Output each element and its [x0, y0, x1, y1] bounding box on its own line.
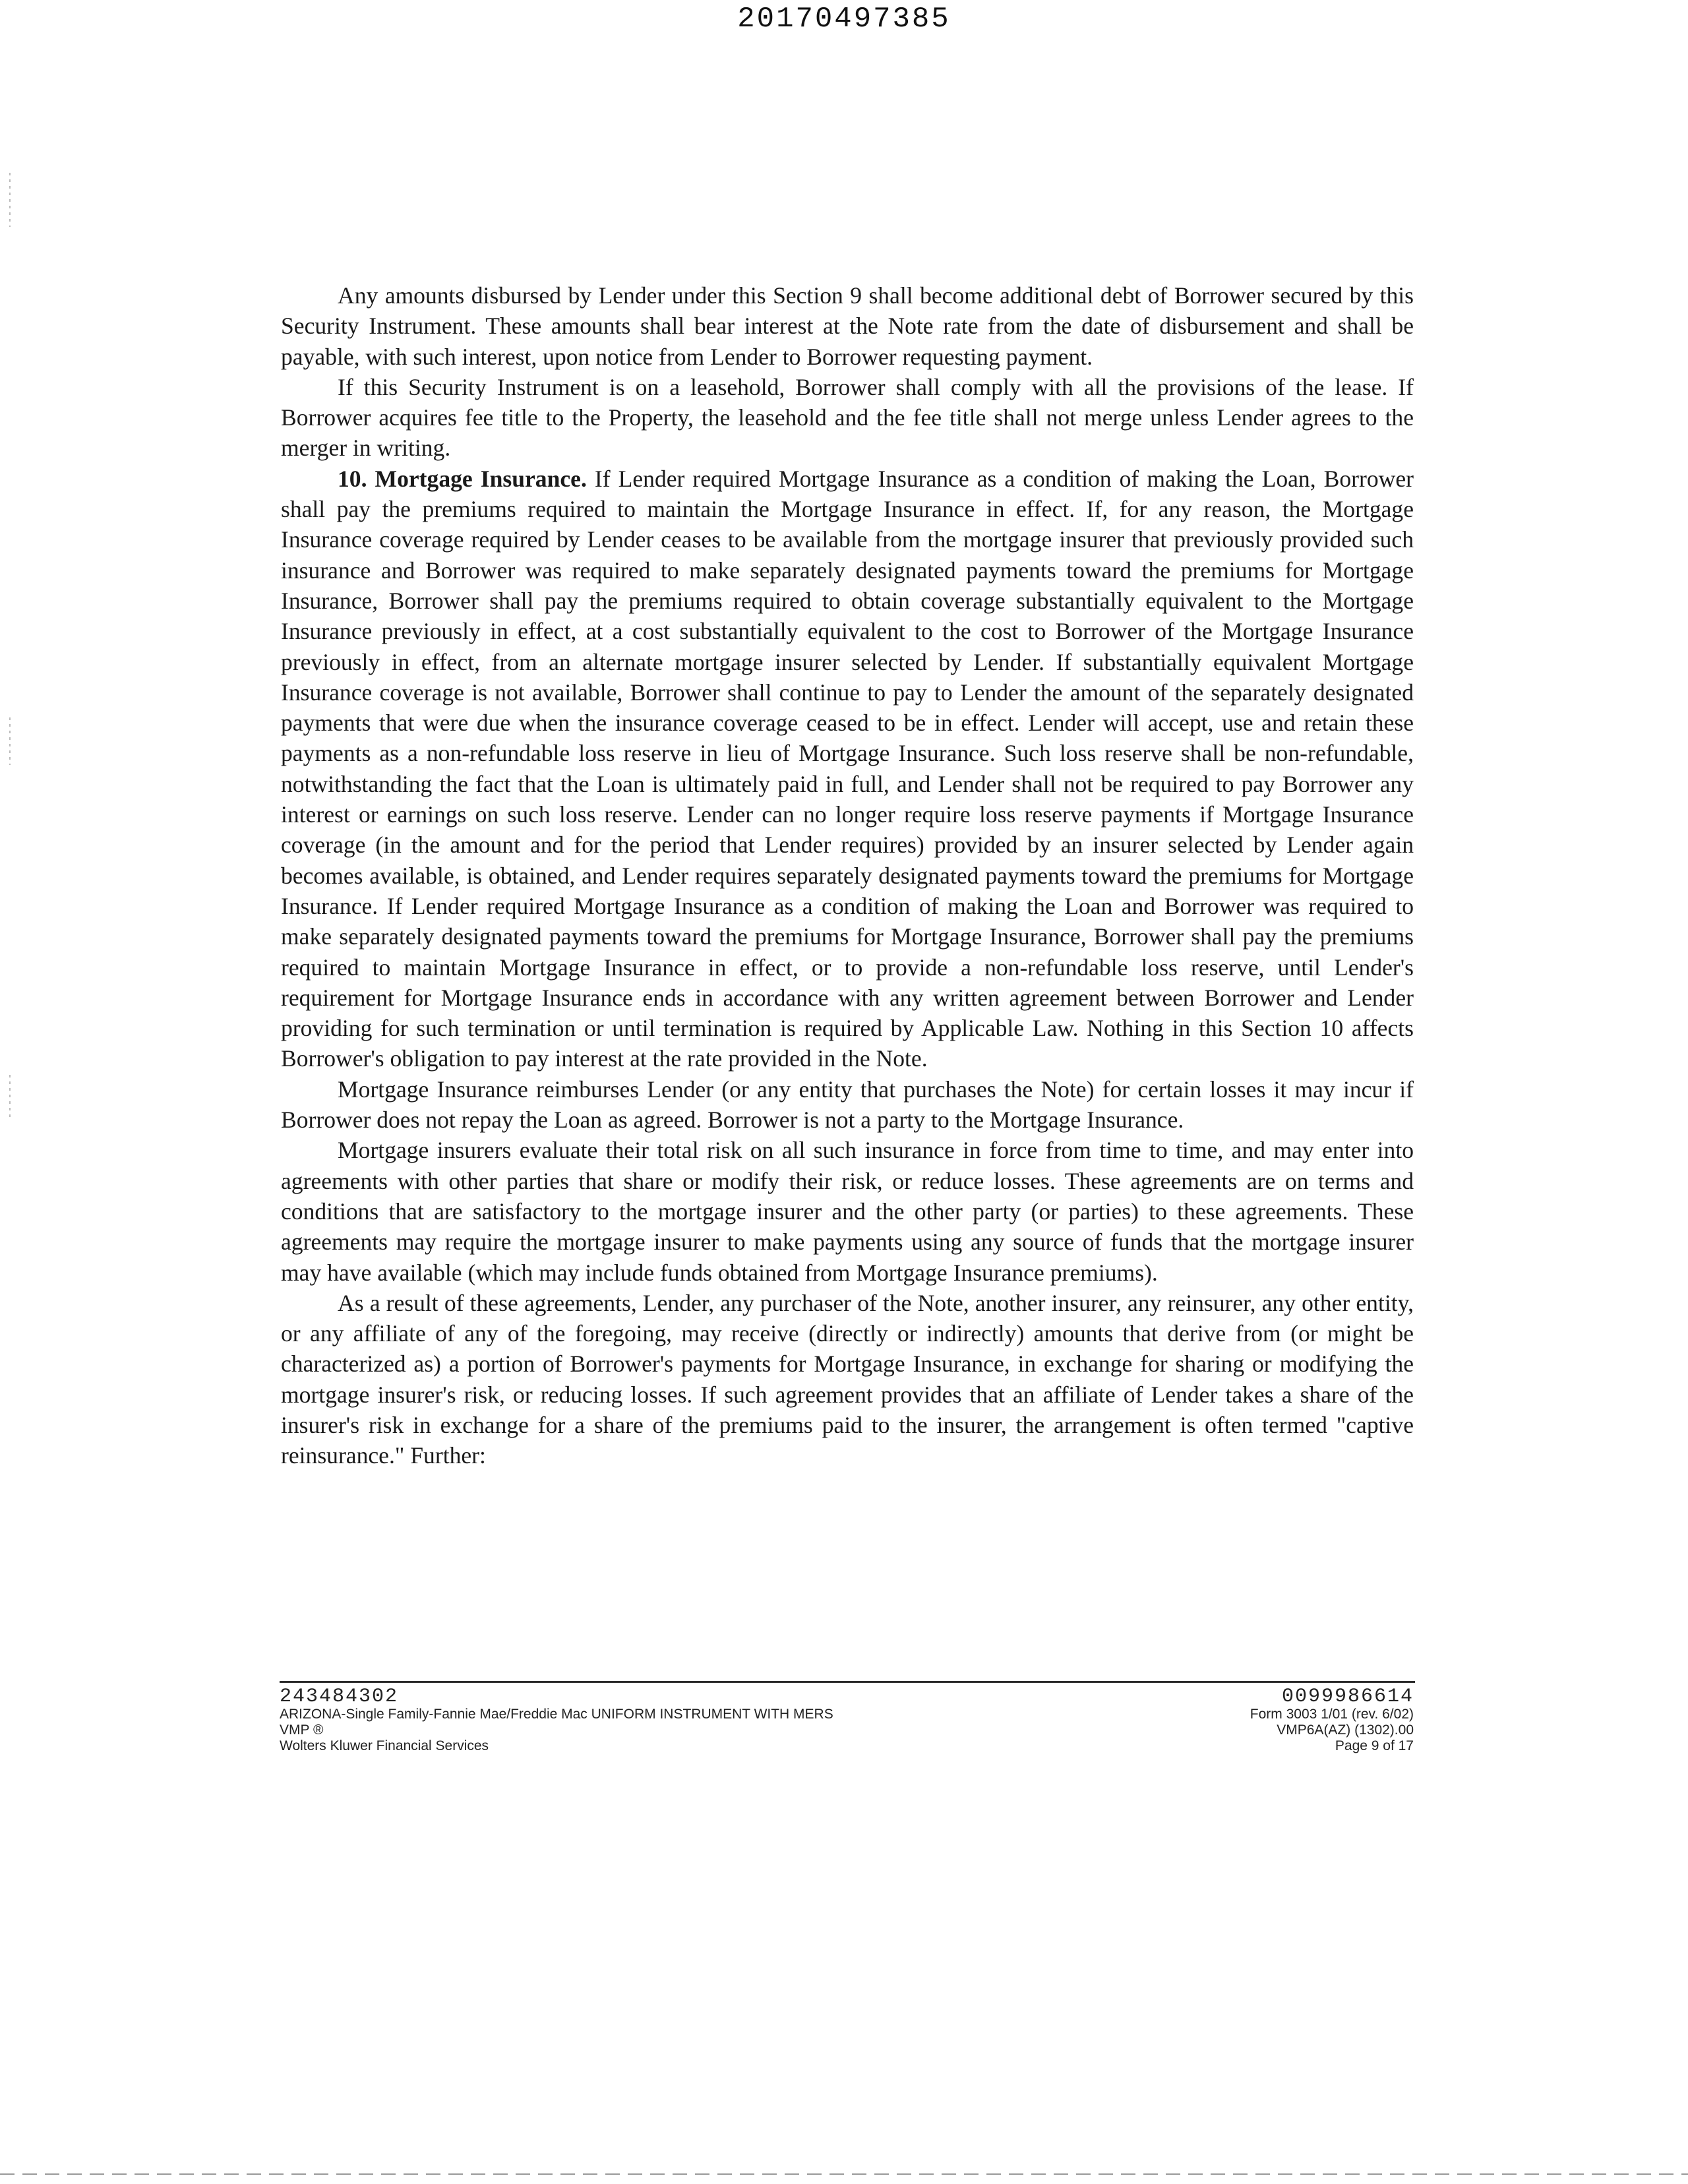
footer-form-number: Form 3003 1/01 (rev. 6/02): [1250, 1707, 1414, 1722]
footer-right-block: [1250, 1687, 1414, 1754]
scan-artifact-bottom-edge: [0, 2173, 1688, 2175]
paragraph-disbursed-amounts: Any amounts disbursed by Lender under this Section 9 shall become additional debt of Borrower secured by this Security Instrument. These amounts shall bear interest at the Note rate from the date of disbursement and shall be payable, with such interest, upon notice from Lender to Borrower requesting payment.: [281, 282, 1414, 370]
section-10-heading: 10. Mortgage Insurance.: [338, 465, 587, 492]
footer-divider: [280, 1681, 1415, 1683]
paragraph-mortgage-insurance-reimburses: Mortgage Insurance reimburses Lender (or any entity that purchases the Note) for certain losses it may incur if Borrower does not repay the Loan as agreed. Borrower is not a party to the Mortgage Insurance.: [281, 1076, 1414, 1134]
footer-form-title: ARIZONA-Single Family-Fannie Mae/Freddie Mac UNIFORM INSTRUMENT WITH MERS: [280, 1707, 833, 1722]
section-10-mortgage-insurance: [281, 464, 1414, 1074]
scan-artifact-left-mid: [9, 717, 11, 765]
scan-artifact-left-top: [9, 173, 11, 227]
document-body: [281, 280, 1414, 1471]
footer-publisher: Wolters Kluwer Financial Services: [280, 1738, 489, 1753]
scan-artifact-left-low: [9, 1075, 11, 1117]
footer-right-code: 0099986614: [1281, 1685, 1414, 1708]
paragraph-captive-reinsurance: As a result of these agreements, Lender, any purchaser of the Note, another insurer, any reinsurer, any other entity, or any affiliate of any of the foregoing, may receive (directly or indirectly) amounts that derive from (or might be characterized as) a portion of Borrower's payments for Mortgage Insurance, in exchange for sharing or modifying the mortgage insurer's risk, or reducing losses. If such agreement provides that an affiliate of Lender takes a share of the insurer's risk in exchange for a share of the premiums paid to the insurer, the arrangement is often termed "captive reinsurance." Further:: [281, 1289, 1414, 1469]
paragraph-mortgage-insurers-evaluate: Mortgage insurers evaluate their total risk on all such insurance in force from time to time, and may enter into agreements with other parties that share or modify their risk, or reduce losses. These agreements are on terms and conditions that are satisfactory to the mortgage insurer and the other party (or parties) to these agreements. These agreements may require the mortgage insurer to make payments using any source of funds that the mortgage insurer may have available (which may include funds obtained from Mortgage Insurance premiums).: [281, 1137, 1414, 1286]
section-10-text: If Lender required Mortgage Insurance as a condition of making the Loan, Borrower shall pay the premiums required to maintain the Mortgage Insurance in effect. If, for any reason, the Mortgage Insurance coverage required by Lender ceases to be available from the mortgage insurer that previously provided such insurance and Borrower was required to make separately designated payments toward the premiums for Mortgage Insurance, Borrower shall pay the premiums required to obtain coverage substantially equivalent to the Mortgage Insurance previously in effect, at a cost substantially equivalent to the cost to Borrower of the Mortgage Insurance previously in effect, from an alternate mortgage insurer selected by Lender. If substantially equivalent Mortgage Insurance coverage is not available, Borrower shall continue to pay to Lender the amount of the separately designated payments that were due when the insurance coverage ceased to be in effect. Lender will accept, use and retain these payments as a non-refundable loss reserve in lieu of Mortgage Insurance. Such loss reserve shall be non-refundable, notwithstanding the fact that the Loan is ultimately paid in full, and Lender shall not be required to pay Borrower any interest or earnings on such loss reserve. Lender can no longer require loss reserve payments if Mortgage Insurance coverage (in the amount and for the period that Lender requires) provided by an insurer selected by Lender again becomes available, is obtained, and Lender requires separately designated payments toward the premiums for Mortgage Insurance. If Lender required Mortgage Insurance as a condition of making the Loan and Borrower was required to make separately designated payments toward the premiums for Mortgage Insurance, Borrower shall pay the premiums required to maintain Mortgage Insurance in effect, or to provide a non-refundable loss reserve, until Lender's requirement for Mortgage Insurance ends in accordance with any written agreement between Borrower and Lender providing for such termination or until termination is required by Applicable Law. Nothing in this Section 10 affects Borrower's obligation to pay interest at the rate provided in the Note.: [281, 465, 1414, 1072]
footer-left-block: [280, 1687, 833, 1754]
paragraph-leasehold: If this Security Instrument is on a leasehold, Borrower shall comply with all the provisions of the lease. If Borrower acquires fee title to the Property, the leasehold and the fee title shall not merge unless Lender agrees to the merger in writing.: [281, 373, 1414, 462]
recording-number: 20170497385: [737, 3, 951, 36]
footer-vmp: VMP ®: [280, 1722, 324, 1738]
footer-left-code: 243484302: [280, 1685, 399, 1708]
footer-vmp-code: VMP6A(AZ) (1302).00: [1277, 1722, 1414, 1738]
footer-page-number: Page 9 of 17: [1335, 1738, 1414, 1753]
